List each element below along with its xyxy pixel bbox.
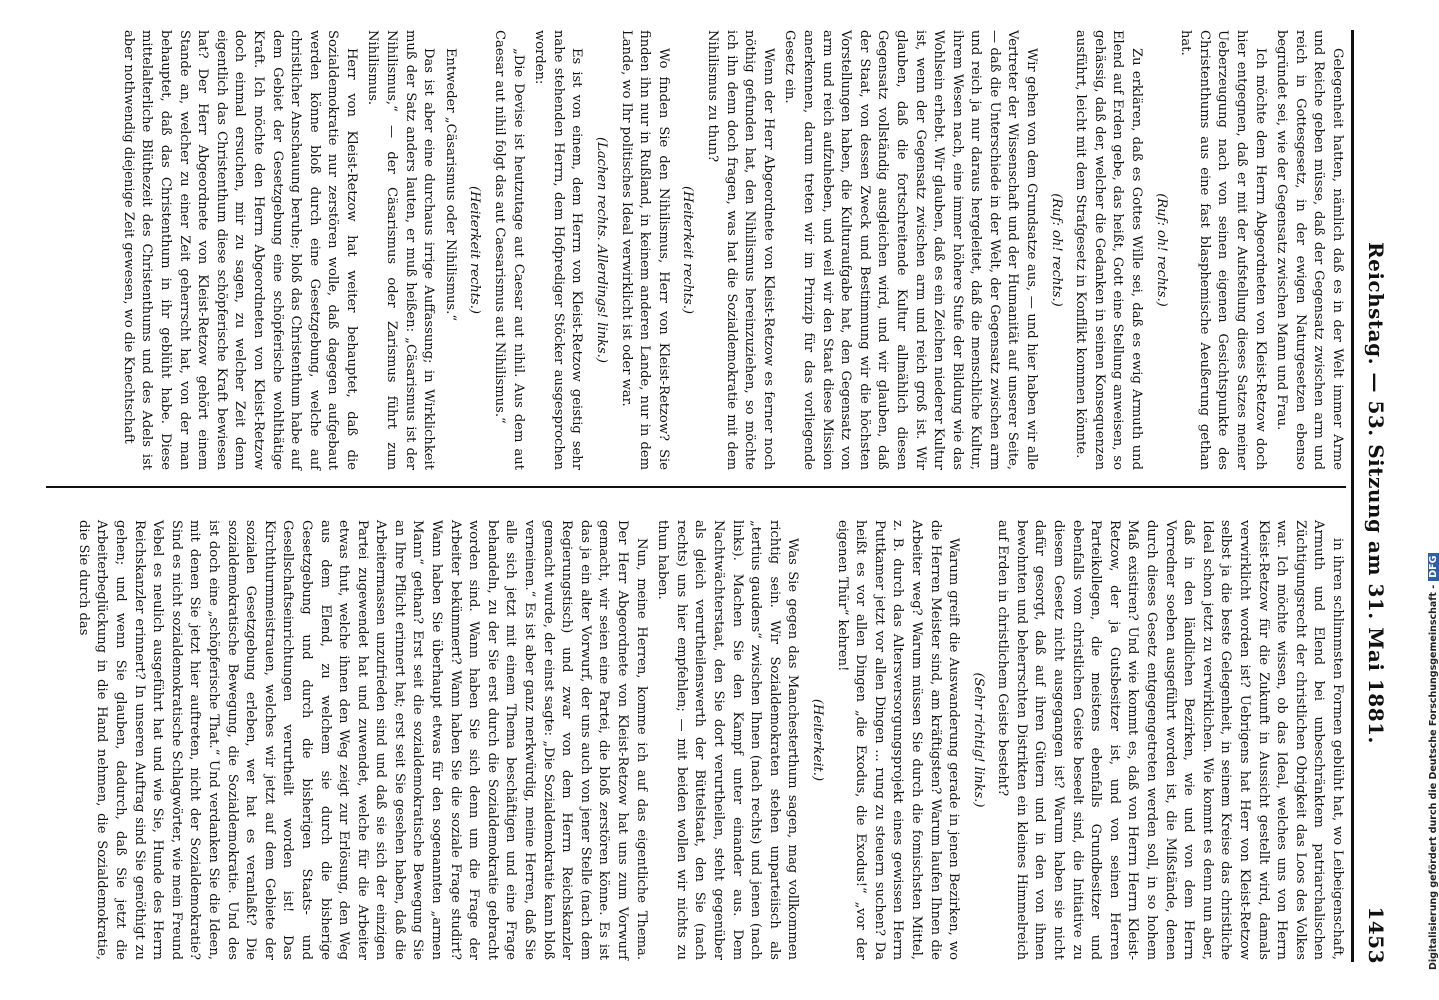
header-rule (1351, 30, 1354, 962)
paragraph: Warum greift die Auswanderung gerade in jenen Bezirken, wo die Herren Meister sind, am kräftigsten? Warum laufen Ihnen die Arbeiter weg? Warum müssen Sie durch die fomischsten Mittel, z. B. durch das Altersversorgungsprojekt eines gewissen Herrn Puttkamer jetzt vor allen Dingen ... rung zu steuern suchen? Da heißt es vor allen Dingen „die Exodus, die Exodus!“ „vor der eigenen Thür“ kehren! (834, 520, 962, 960)
paragraph: Wir gehen von dem Grundsatze aus, — und hier haben wir alle Vertreter der Wissenschaft und der Humanität auf unserer Seite, — daß die Unterschiede in der Welt, der Gegensatz zwischen arm und reich ja nur daraus hergeleitet, daß die menschliche Kultur, ihrem Wesen nach, eine immer höhere Stufe der Bildung wie das Wohlsein erhebt. Wir glauben, daß es ein Zeichen niederer Kultur ist, wenn der Gegensatz zwischen arm und reich groß ist. Wir glauben, daß die fortschreitende Kultur allmählich diesen Gegensatz vollständig ausgleichen wird, und wir glauben, daß der Staat, von dessen Zweck und Bestimmung wir die höchsten Vorstellungen haben, die Kulturaufgabe hat, den Gegensatz von arm und reich aufzuheben, und weil wir den Staat diese Mission anerkennen, darum treten wir im Prinzip für das vorliegende Gesetz ein. (782, 30, 1040, 470)
paragraph: in ihren schlimmsten Formen geblüht hat, wo Leibeigenschaft, Armuth und Elend bei unbeschränktem patriarchalischen Züchtigungsrecht der christlichen Obrigkeit das Loos des Volkes war. Ich möchte wissen, ob das Ideal, welches uns von Herrn Kleist-Retzow für die Zukunft in Aussicht gestellt wird, damals verwirklicht worden ist? Uebrigens hat Herr von Kleist-Retzow selbst ja die beste Gelegenheit, in seinem Kreise das christliche Ideal schon jetzt zu verwirklichen. Wie kommt es denn nun aber, daß in den ländlichen Bezirken, wie und von dem Herrn Vorredner soeben ausgeführt worden ist, die Mißstände, denen durch dieses Gesetz entgegengetreten werden soll, in so hohem Maß existiren? Und wie kommt es, daß von Herrn Herrn Kleist-Retzow, der ja Gutsbesitzer ist, und von seinen Herren Parteikollegen, die meistens ebenfalls Grundbesitzer und ebenfalls vom christlichen Geiste beseelt sind, die Initiative zu diesem Gesetz nicht ausgegangen ist? Warum haben sie nicht dafür gesorgt, daß auf ihren Gütern und in den von ihnen bewohnten und beherrschten Distrikten ein kleines Himmelreich auf Erden in christlichem Geiste besteht? (995, 520, 1345, 960)
interjection: (Ruf: oh! rechts.) (1153, 193, 1169, 307)
column-separator (46, 486, 1346, 488)
paragraph: Zu erklären, daß es Gottes Wille sei, daß es ewig Armuth und Elend auf Erden gebe, das heißt, Gott eine Stellung anweisen, so gehässig, daß der, welcher die Gedanken in seinen Konsequenzen ausführt, leicht mit dem Strafgesetz in Konflikt kommen könnte. (1073, 30, 1145, 470)
page-header (1360, 8, 1394, 978)
paragraph: Wenn der Herr Abgeordnete von Kleist-Retzow es ferner noch nöthig gefunden hat, den Nihilismus hereinzuziehen, so möchte ich ihn denn doch fragen, was hat die Sozialdemokratie mit dem Nihilismus zu thun? (705, 30, 776, 470)
paragraph: Gelegenheit hatten, nämlich daß es in der Welt immer Arme und Reiche geben müsse, daß der Gegensatz zwischen arm und reich in Gottesgesetz, in der ewigen Naturgesetzen ebenso begründet sei, wie der Gegensatz zwischen Mann und Frau. (1274, 30, 1345, 470)
page-number: 1453 (1364, 906, 1388, 964)
paragraph: Nun, meine Herren, komme ich auf das eigentliche Thema. Der Herr Abgeordnete von Kleist-Retzow hat uns zum Vorwurf gemacht, wir seien eine Partei, die bloß zerstören könne. Es ist das ja ein alter Vorwurf, der uns auch von jener Stelle (nach dem Regierungstisch) und zwar von dem Herrn Reichskanzler gemacht wurde, der einst sagte: „Die Sozialdemokratie kann bloß verneinen.“ Es ist aber ganz merkwürdig, meine Herren, daß Sie alle sich jetzt mit einem Thema beschäftigen und eine Frage behandeln, zu der Sie erst durch die Sozialdemokratie gebracht worden sind. Wann haben Sie sich denn um die Frage der Arbeiter bekümmert? Wann haben Sie die soziale Frage studirt? Wann haben Sie überhaupt etwas für den sogenannten „armen Mann“ gethan? Erst seit die sozialdemokratische Bewegung Sie an Ihre Pflicht erinnert hat; erst seit Sie gesehen haben, daß die Arbeitermassen unzufrieden sind und daß sie sich der einzigen Partei zugewendet hat und zuwendet, welche für die Arbeiter etwas thut, welche ihnen den Weg zeigt zur Erlösung, den Weg aus dem Elend, zu welchem sie durch die bisherige Gesetzgebung und durch die bisherigen Staats- und Gesellschaftseinrichtungen verurtheilt worden ist! Das Kirchthurmmeistrauen, welches wir jetzt auf dem Gebiete der sozialen Gesetzgebung erleben, wer hat es veranlaßt? Die sozialdemokratische Bewegung, die Sozialdemokratie. Und des ist doch eine „schöpferische That.“ Und verdanken Sie die Ideen, mit denen Sie jetzt hier auftreten, nicht der Sozialdemokratie? Sind es nicht sozialdemokratische Schlagwörter, wie mein Freund Vebel es neulich ausgeführt hat und wie Sie, Hunde des Herrn Reichskanzler erinnert? In unseren Auftrag sind Sie genöthigt zu gehen; und wenn Sie glauben, dadurch, daß Sie jetzt die Arbeiterbeglückung in die Hand nehmen, die Sozialdemokratie, die Sie durch das (75, 520, 649, 960)
interjection: (Ruf: oh! rechts.) (1048, 193, 1064, 307)
paragraph: Das ist aber eine durchaus irrige Auffassung; in Wirklichkeit muß der Satz anders lauten, er muß heißen: „Cäsarismus ist der Nihilismus,“ — der Cäsarismus oder Zarismus führt zum Nihilismus. (365, 30, 437, 470)
funding-text: Digitalisierung gefördert durch die Deutsche Forschungsgemeinschaft - (1428, 584, 1439, 970)
interjection: (Heiterkeit.) (809, 698, 825, 782)
funding-ribbon (1416, 40, 1439, 990)
paragraph: Wo finden Sie den Nihilismus, Herr von Kleist-Retzow? Sie finden ihn nur in Rußland, in keinem anderen Lande, nur in dem Lande, wo Ihr politisches Ideal verwirklicht ist oder war. (618, 30, 671, 470)
interjection: (Sehr richtig! links.) (970, 672, 986, 808)
paragraph: Ich möchte dem Herrn Abgeordneten von Kleist-Retzow doch hier entgegnen, daß er mit der Aufstellung dieses Satzes meiner Ueberzeugung nach von seinen eigenen Gesichtspunkte des Christenthums aus eine fast blasphemische Aeußerung gethan hat. (1178, 30, 1268, 470)
interjection: (Heiterkeit rechts.) (467, 185, 483, 315)
paragraph: Es ist von einem, dem Herrn von Kleist-Retzow geistig sehr nahe stehenden Herrn, dem Hofprediger Stöcker ausgesprochen worden: (532, 30, 585, 470)
paragraph: Was Sie gegen das Manchesterthum sagen, mag vollkommen richtig sein. Wir Sozialdemokraten stehen unparteiisch als „tertius gaudens“ zwischen Ihnen (nach rechts) und jenen (nach links). Machen Sie den Kampf unter einander aus. Dem Nachtwächterstaat, den Sie dort verurtheilen, steht gegenüber als gleich verurtheilenswerth der Büttelstaat, den Sie (nach rechts) uns hier empfehlen; — mit beiden wollen wir nichts zu thun haben. (655, 520, 801, 960)
interjection: (Heiterkeit rechts.) (680, 185, 696, 315)
header-title: Reichstag. — 53. Sitzung am 31. Mai 1881. (1364, 241, 1388, 745)
rotated-page-content (25, 0, 1410, 990)
quotation: „Die Devise ist heutzutage aut Caesar aut nihil. Aus dem aut Caesar aut nihil folgt das aut Caesarismus aut Nihilismus.“ (492, 30, 526, 470)
left-column (46, 30, 1346, 470)
dfg-logo: DFG (1428, 553, 1439, 581)
paragraph: Herr von Kleist-Retzow hat weiter behauptet, daß die Sozialdemokratie nur zerstören wolle, daß dagegen aufgebaut werden könne bloß durch eine Gesetzgebung, welche auf christlicher Anschauung beruhe; bloß das Christenthum habe auf dem Gebiet der Gesetzgebung eine schöpferische wohlthätige Kraft. Ich möchte den Herrn Abgeordneten von Kleist-Retzow doch einmal ersuchen, mir zu sagen, zu welcher Zeit denn eigentlich das Christenthum diese schöpferische Kraft bewiesen hat? Der Herr Abgeordnete von Kleist-Retzow gehört einem Stande an, welcher zu einer Zeit geherrscht hat, von der man behauptet, daß das Christenthum in ihr geblüht habe. Diese mittelalterliche Blüthezeit des Christenthums und des Adels ist aber nothwendig diejenige Zeit gewesen, wo die Knechtschaft (120, 30, 359, 470)
right-column (46, 520, 1346, 960)
interjection: (Lachen rechts. Allerdings! links.) (594, 137, 610, 363)
paragraph: Entweder „Cäsarismus oder Nihilismus.“ (442, 48, 458, 322)
funding-note (1428, 553, 1439, 970)
